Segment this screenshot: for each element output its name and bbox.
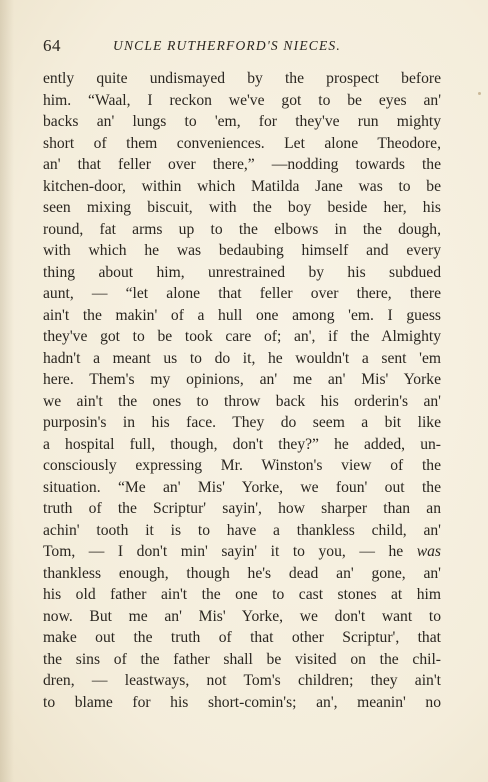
text-line: the sins of the father shall be visited on the chil- xyxy=(43,650,441,668)
text-line: his old father ain't the one to cast stones at him xyxy=(43,586,441,603)
page-header xyxy=(43,36,443,58)
text-line: round, fat arms up to the elbows in the dough, xyxy=(43,220,441,238)
text-line: now. But me an' Mis' Yorke, we don't want to xyxy=(43,607,441,625)
body-text xyxy=(43,68,441,713)
text-line: truth of the Scriptur' sayin', how sharper than an xyxy=(43,500,441,517)
text-line: a hospital full, though, don't they?” he added, un- xyxy=(43,435,441,453)
text-line: we ain't the ones to throw back his orderin's an' xyxy=(43,392,441,410)
text-line: purposin's in his face. They do seem a bit like xyxy=(43,414,441,431)
text-line: consciously expressing Mr. Winston's view of the xyxy=(43,457,441,474)
text-line: him. “Waal, I reckon we've got to be eyes an' xyxy=(43,91,441,109)
running-head: UNCLE RUTHERFORD'S NIECES. xyxy=(113,38,341,53)
text-line: achin' tooth it is to have a thankless child, an' xyxy=(43,521,441,539)
paper-speck xyxy=(478,92,481,95)
text-line: an' that feller over there,” —nodding towards the xyxy=(43,156,441,173)
text-segment: Tom, — I don't min' sayin' it to you, — he xyxy=(43,543,417,560)
text-line xyxy=(43,541,441,563)
text-line: ently quite undismayed by the prospect before xyxy=(43,70,441,87)
text-line: seen mixing biscuit, with the boy beside her, his xyxy=(43,199,441,216)
text-line: dren, — leastways, not Tom's children; they ain't xyxy=(43,672,441,689)
page-number: 64 xyxy=(43,36,61,55)
text-line: thing about him, unrestrained by his subdued xyxy=(43,263,441,281)
text-line: with which he was bedaubing himself and every xyxy=(43,242,441,259)
text-line: situation. “Me an' Mis' Yorke, we foun' out the xyxy=(43,478,441,496)
text-line: here. Them's my opinions, an' me an' Mis' Yorke xyxy=(43,371,441,388)
text-line: make out the truth of that other Scriptur', that xyxy=(43,629,441,646)
text-line: hadn't a meant us to do it, he wouldn't a sent 'em xyxy=(43,349,441,367)
text-line: kitchen-door, within which Matilda Jane was to be xyxy=(43,177,441,195)
text-line: to blame for his short-comin's; an', meanin' no xyxy=(43,693,441,711)
text-line: short of them conveniences. Let alone Theodore, xyxy=(43,134,441,152)
text-line: aunt, — “let alone that feller over there, there xyxy=(43,285,441,302)
spine-shadow xyxy=(0,0,14,782)
text-line: thankless enough, though he's dead an' gone, an' xyxy=(43,564,441,582)
text-line: backs an' lungs to 'em, for they've run mighty xyxy=(43,113,441,130)
text-line: they've got to be took care of; an', if the Almighty xyxy=(43,328,441,345)
text-line: ain't the makin' of a hull one among 'em. I guess xyxy=(43,306,441,324)
emphasized-word: was xyxy=(416,543,441,560)
